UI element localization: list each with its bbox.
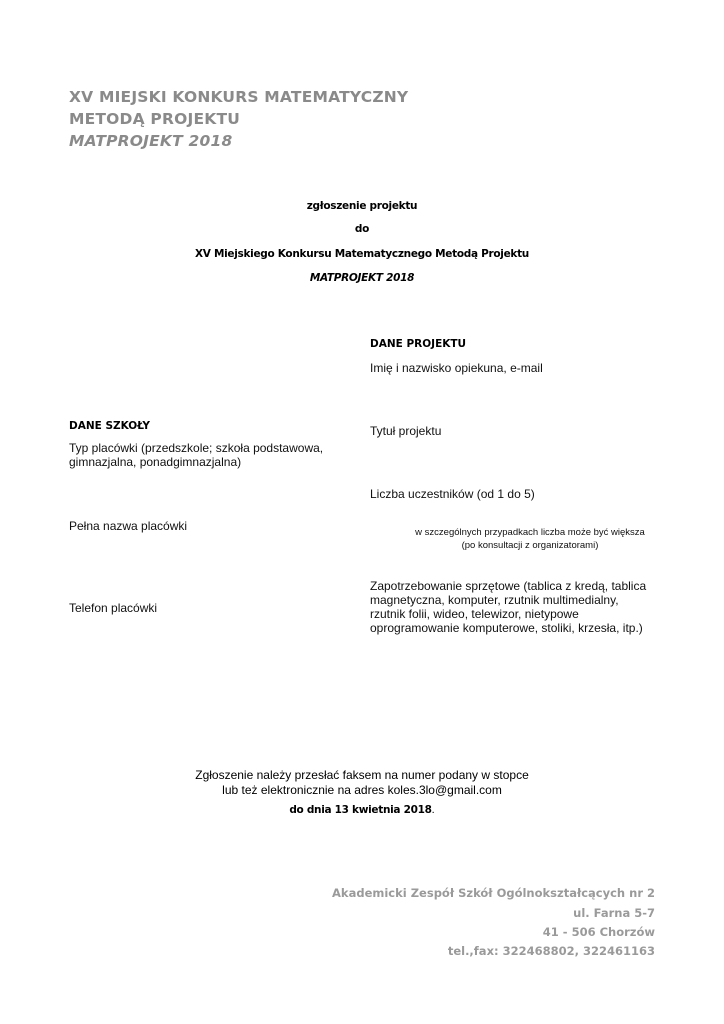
equipment-label-3: rzutnik folii, wideo, telewizor, nietypowe [370, 607, 579, 621]
school-type-label-1: Typ placówki (przedszkole; szkoła podstawowa, [69, 441, 324, 455]
contest-title-line-3: MATPROJEKT 2018 [69, 132, 233, 150]
deadline-period: . [431, 804, 435, 816]
intro-contest-name: XV Miejskiego Konkursu Matematycznego Metodą Projektu [195, 248, 529, 260]
school-phone-label: Telefon placówki [69, 601, 158, 615]
footer-street: ul. Farna 5-7 [573, 906, 655, 920]
submission-deadline [0, 800, 724, 818]
project-section-title: DANE PROJEKTU [370, 338, 467, 350]
intro-contest-code: MATPROJEKT 2018 [309, 272, 415, 284]
submission-line-2: lub też elektronicznie na adres koles.3lo@gmail.com [222, 783, 502, 797]
school-name-label: Pełna nazwa placówki [69, 519, 188, 533]
intro-submission-title: zgłoszenie projektu [306, 200, 418, 212]
school-section-title: DANE SZKOŁY [69, 420, 150, 432]
submission-line-1: Zgłoszenie należy przesłać faksem na numer podany w stopce [195, 768, 529, 782]
equipment-label-2: magnetyczna, komputer, rzutnik multimedialny, [370, 593, 619, 607]
tutor-label: Imię i nazwisko opiekuna, e-mail [370, 361, 543, 375]
participants-note-2: (po konsultacji z organizatorami) [461, 540, 599, 551]
school-type-label-2: gimnazjalna, ponadgimnazjalna) [69, 455, 242, 469]
intro-to: do [354, 223, 370, 235]
equipment-label-1: Zapotrzebowanie sprzętowe (tablica z kredą, tablica [370, 579, 647, 593]
contest-title-line-2: METODĄ PROJEKTU [69, 110, 241, 128]
footer-city: 41 - 506 Chorzów [542, 925, 655, 939]
equipment-label-4: oprogramowanie komputerowe, stoliki, krzesła, itp.) [370, 621, 643, 635]
footer-phone-fax: tel.,fax: 322468802, 322461163 [447, 944, 655, 958]
project-title-label: Tytuł projektu [370, 424, 442, 438]
contest-title-line-1: XV MIEJSKI KONKURS MATEMATYCZNY [69, 88, 409, 106]
deadline-text: do dnia 13 kwietnia 2018 [289, 804, 432, 816]
footer-school-name: Akademicki Zespół Szkół Ogólnokształcących nr 2 [332, 886, 655, 900]
participants-note-1: w szczególnych przypadkach liczba może być większa [415, 527, 645, 538]
participants-label: Liczba uczestników (od 1 do 5) [370, 487, 535, 501]
